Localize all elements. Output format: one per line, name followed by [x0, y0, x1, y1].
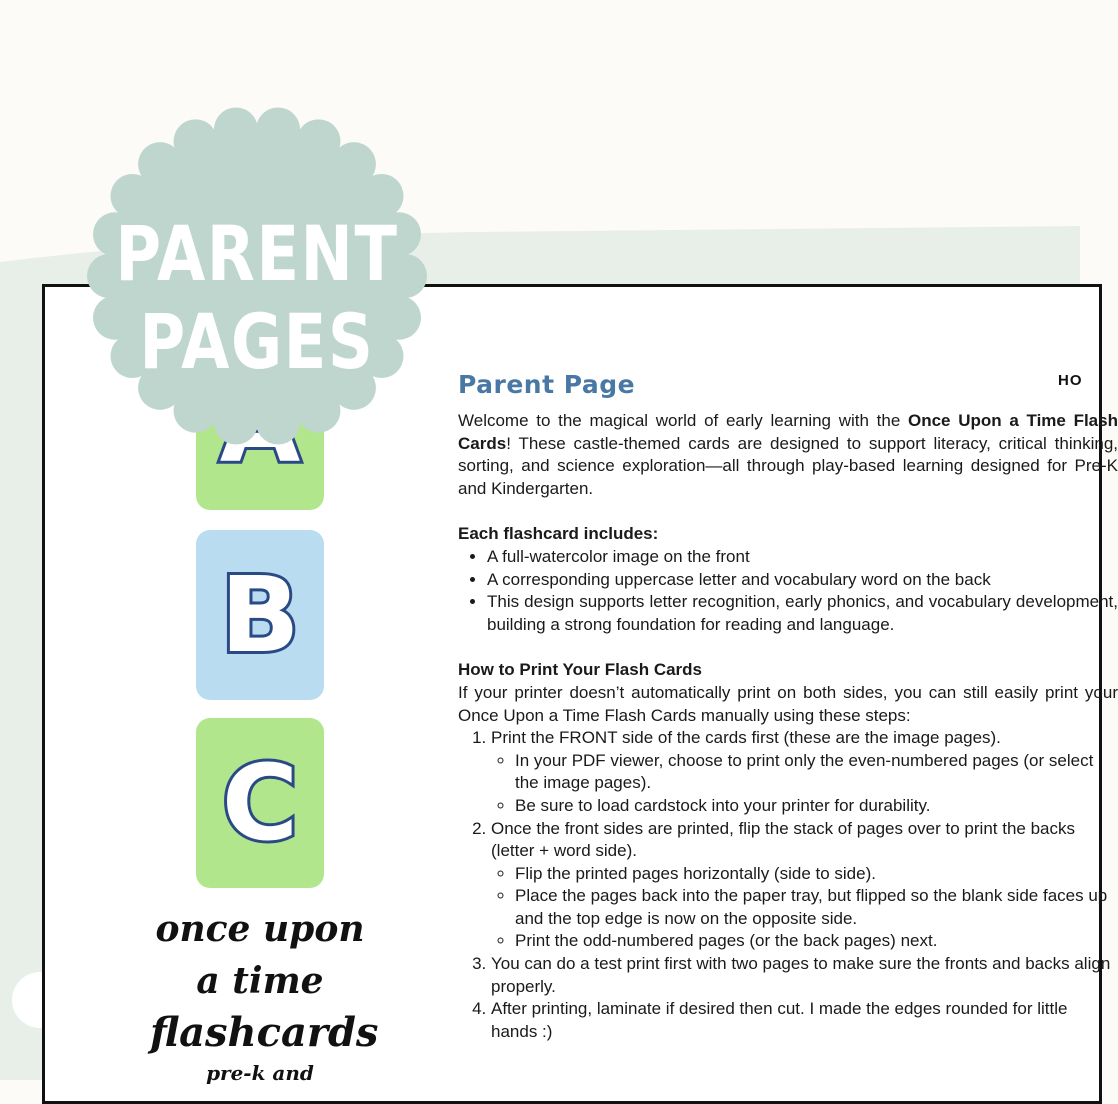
- badge-label: [80, 210, 434, 386]
- brand-line-2: a time: [196, 960, 324, 1002]
- sub-step: ◦ Be sure to load cardstock into your printer for durability.: [515, 795, 1118, 818]
- badge-line-1: PARENT: [115, 209, 399, 298]
- intro-paragraph: [458, 410, 1118, 500]
- brand-line-1: once upon: [155, 908, 365, 950]
- step-item: [491, 953, 1118, 998]
- sub-step: ◦ Print the odd-numbered pages (or the back pages) next.: [515, 930, 1118, 953]
- letter-card-c: [196, 718, 324, 888]
- print-heading: How to Print Your Flash Cards: [458, 660, 703, 680]
- brand-wordmark: [150, 905, 379, 1085]
- includes-heading: Each flashcard includes:: [458, 524, 659, 544]
- step-text: After printing, laminate if desired then cut. I made the edges rounded for little hands :): [491, 999, 1068, 1041]
- corner-heading-fragment: HO: [1058, 372, 1083, 389]
- list-item: • A corresponding uppercase letter and vocabulary word on the back: [487, 569, 1118, 592]
- page-title: Parent Page: [458, 370, 636, 399]
- letter-card-b: [196, 530, 324, 700]
- step-sublist: [491, 750, 1118, 818]
- parent-page-content: [458, 368, 1118, 1043]
- sub-step: ◦ Place the pages back into the paper tray, but flipped so the blank side faces up and the top edge is now on the opposite side.: [515, 885, 1118, 930]
- card-letter-b: B: [220, 554, 300, 676]
- step-item: [491, 727, 1118, 817]
- intro-before: Welcome to the magical world of early learning with the: [458, 411, 908, 430]
- card-letter-c: C: [221, 742, 299, 864]
- sub-step: ◦ Flip the printed pages horizontally (side to side).: [515, 863, 1118, 886]
- step-text: Print the FRONT side of the cards first (these are the image pages).: [491, 728, 1001, 748]
- includes-list: [458, 546, 1118, 636]
- brand-line-3: flashcards: [150, 1009, 379, 1056]
- intro-after: ! These castle-themed cards are designed to support literacy, critical thinking, sorting, and science exploration—all through play-based learning designed for Pre-K and Kindergarten.: [458, 433, 1118, 498]
- badge-line-2: PAGES: [139, 297, 375, 386]
- print-intro: If your printer doesn’t automatically print on both sides, you can still easily print your Once Upon a Time Flash Cards manually using these steps:: [458, 682, 1118, 725]
- step-sublist: [491, 863, 1118, 953]
- step-item: [491, 998, 1118, 1043]
- intro-product-name: Once Upon a Time Flash Cards: [458, 411, 1118, 453]
- step-text: You can do a test print first with two pages to make sure the fronts and backs align properly.: [491, 954, 1111, 996]
- sub-step: ◦ In your PDF viewer, choose to print only the even-numbered pages (or select the image pages).: [515, 750, 1118, 795]
- list-item: • A full-watercolor image on the front: [487, 546, 1118, 569]
- step-item: [491, 818, 1118, 954]
- brand-line-4: pre-k and: [206, 1061, 314, 1085]
- step-text: Once the front sides are printed, flip the stack of pages over to print the backs (letter + word side).: [491, 818, 1075, 861]
- print-steps: [458, 727, 1118, 1043]
- list-item: • This design supports letter recognition, early phonics, and vocabulary development, building a strong foundation for reading and language.: [487, 591, 1118, 636]
